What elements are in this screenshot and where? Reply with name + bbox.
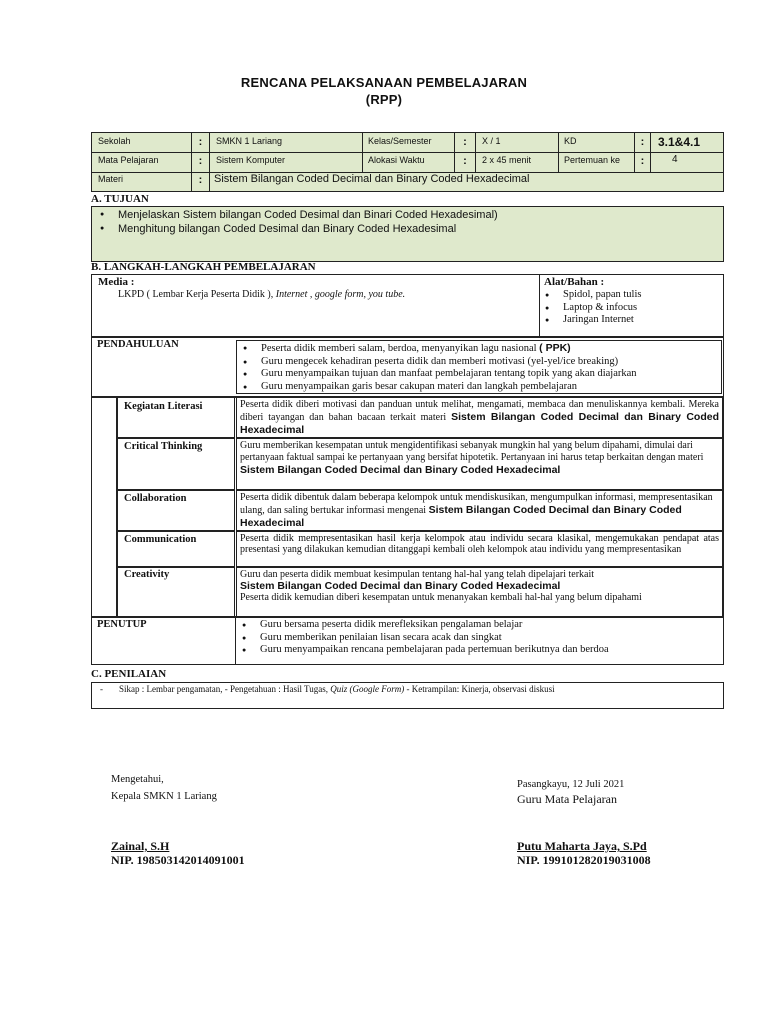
document-subtitle: (RPP): [365, 92, 403, 107]
meeting-label: Pertemuan ke: [564, 155, 621, 165]
objectives-box: [91, 206, 724, 262]
closing-row: [91, 617, 724, 665]
creativity-label: Creativity: [124, 569, 170, 580]
school-label: Sekolah: [98, 136, 131, 146]
closing-item: ● Guru menyampaikan rencana pembelajaran pada pertemuan berikutnya dan berdoa: [236, 644, 609, 657]
tools-label: Alat/Bahan :: [544, 276, 605, 288]
place-date: Pasangkayu, 12 Juli 2021: [517, 779, 625, 790]
literacy-text: Peserta didik diberi motivasi dan panduan untuk melihat, mengamati, membaca dan menuliskannya kembali. Mereka diberi tayangan dan bahan bacaan terkait materi Sistem Bilangan Coded Decimal dan Binary Coded Hexadecimal: [240, 399, 719, 436]
assessment-dash: -: [100, 684, 103, 694]
meeting-value: 4: [672, 154, 678, 165]
critical-thinking-text: Guru memberikan kesempatan untuk mengidentifikasi sebanyak mungkin hal yang belum dipahami, dimulai dari pertanyaan faktual sampai ke pertanyaan yang bersifat hipotetik. Pertanyaan ini harus tetap berkaitan dengan materi Sistem Bilangan Coded Decimal dan Binary Coded Hexadecimal: [240, 440, 704, 476]
objective-item: ● Menjelaskan Sistem bilangan Coded Desimal dan Binari Coded Hexadesimal): [94, 208, 498, 222]
colon: :: [640, 155, 645, 167]
teacher-name: Putu Maharta Jaya, S.Pd: [517, 839, 647, 853]
critical-thinking-label-cell: [116, 438, 235, 490]
colon: :: [463, 136, 467, 148]
identity-table: [91, 132, 724, 192]
time-allocation-label: Alokasi Waktu: [368, 155, 425, 165]
introduction-list-box: [236, 340, 722, 394]
literacy-text-cell: [236, 397, 723, 438]
section-c-heading: C. PENILAIAN: [91, 668, 167, 680]
tools-item: ● Spidol, papan tulis: [539, 289, 641, 302]
communication-label-cell: [116, 531, 235, 567]
introduction-item: ● Peserta didik memberi salam, berdoa, menyanyikan lagu nasional ( PPK): [237, 342, 637, 356]
closing-label: PENUTUP: [97, 619, 147, 630]
introduction-item: ● Guru menyampaikan garis besar cakupan materi dan langkah pembelajaran: [237, 381, 637, 394]
colon: :: [463, 155, 467, 167]
critical-thinking-label: Critical Thinking: [124, 441, 203, 452]
class-semester-label: Kelas/Semester: [368, 136, 432, 146]
closing-item: ● Guru memberikan penilaian lisan secara acak dan singkat: [236, 632, 609, 645]
school-value: SMKN 1 Lariang: [216, 136, 283, 146]
colon: :: [198, 136, 203, 148]
literacy-label-cell: [116, 397, 235, 438]
closing-item: ● Guru bersama peserta didik merefleksikan pengalaman belajar: [236, 619, 609, 632]
teacher-title: Guru Mata Pelajaran: [517, 792, 617, 806]
introduction-label: PENDAHULUAN: [97, 339, 179, 350]
colon: :: [640, 136, 645, 148]
assessment-box: [91, 682, 724, 709]
subject-label: Mata Pelajaran: [98, 155, 159, 165]
section-b-heading: B. LANGKAH-LANGKAH PEMBELAJARAN: [91, 261, 316, 273]
collaboration-label: Collaboration: [124, 493, 187, 504]
introduction-item: ● Guru mengecek kehadiran peserta didik dan memberi motivasi (yel-yel/ice breaking): [237, 356, 637, 369]
section-a-heading: A. TUJUAN: [91, 193, 149, 205]
media-label: Media :: [98, 276, 135, 288]
class-semester-value: X / 1: [482, 136, 501, 146]
colon: :: [198, 155, 203, 167]
tools-item: ● Jaringan Internet: [539, 314, 641, 327]
acknowledged-label: Mengetahui,: [111, 774, 164, 785]
collaboration-label-cell: [116, 490, 235, 531]
subject-value: Sistem Komputer: [216, 155, 286, 165]
material-label: Materi: [98, 174, 124, 184]
assessment-text: Sikap : Lembar pengamatan, - Pengetahuan : Hasil Tugas, Quiz (Google Form) - Ketrampilan: Kinerja, observasi diskusi: [119, 684, 555, 694]
introduction-item: ● Guru menyampaikan tujuan dan manfaat pembelajaran tentang topik yang akan diajarkan: [237, 368, 637, 381]
principal-title: Kepala SMKN 1 Lariang: [111, 791, 217, 802]
literacy-label: Kegiatan Literasi: [124, 401, 203, 412]
creativity-text: Guru dan peserta didik membuat kesimpulan tentang hal-hal yang telah dipelajari terkait Sistem Bilangan Coded Decimal dan Binary Coded Hexadecimal Peserta didik kemudian diberi kesempatan untuk menanyakan kembali hal-hal yang belum dipahami: [240, 569, 642, 603]
principal-name: Zainal, S.H: [111, 839, 170, 853]
time-allocation-value: 2 x 45 menit: [482, 155, 532, 165]
communication-text-cell: [236, 531, 723, 567]
principal-nip: NIP. 198503142014091001: [111, 853, 245, 867]
kd-label: KD: [564, 136, 577, 146]
media-box: [91, 274, 724, 337]
kd-value: 3.1&4.1: [658, 135, 701, 149]
communication-text: Peserta didik mempresentasikan hasil kerja kelompok atau individu secara klasikal, mengemukakan pendapat atas presentasi yang dilakukan kemudian ditanggapi kembali oleh kelompok atau individu yang mempresentasikan: [240, 533, 719, 555]
media-text: LKPD ( Lembar Kerja Peserta Didik ), Internet , google form, you tube.: [118, 289, 406, 300]
teacher-nip: NIP. 199101282019031008: [517, 853, 651, 867]
creativity-label-cell: [116, 567, 235, 617]
collaboration-text: Peserta didik dibentuk dalam beberapa kelompok untuk mendiskusikan, mengumpulkan informasi, mempresentasikan ulang, dan saling bertukar informasi mengenai Sistem Bilangan Coded Decimal dan Binary Coded Hexadecimal: [240, 492, 713, 529]
introduction-row: [91, 337, 724, 397]
material-value: Sistem Bilangan Coded Decimal dan Binary Coded Hexadecimal: [214, 173, 530, 185]
tools-item: ● Laptop & infocus: [539, 302, 641, 315]
objective-item: ● Menghitung bilangan Coded Desimal dan Binary Coded Hexadesimal: [94, 222, 498, 236]
critical-thinking-text-cell: [236, 438, 723, 490]
creativity-text-cell: [236, 567, 723, 617]
collaboration-text-cell: [236, 490, 723, 531]
colon: :: [198, 174, 203, 186]
communication-label: Communication: [124, 534, 197, 545]
document-title: RENCANA PELAKSANAAN PEMBELAJARAN: [240, 75, 528, 90]
